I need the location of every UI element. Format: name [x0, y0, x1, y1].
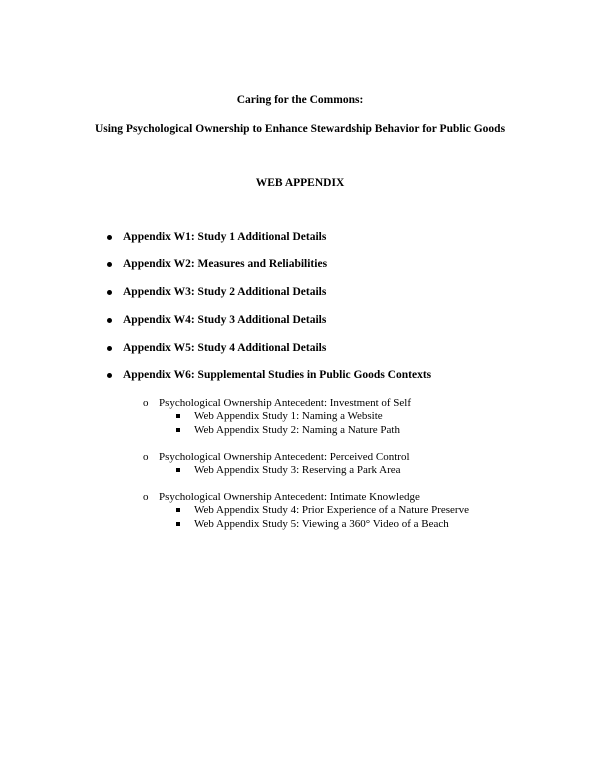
antecedent-label: Psychological Ownership Antecedent: Investment of Self: [159, 397, 412, 409]
appendix-item-label: Appendix W2: Measures and Reliabilities: [123, 258, 328, 270]
document-subtitle: Using Psychological Ownership to Enhance Stewardship Behavior for Public Goods: [94, 123, 506, 135]
appendix-item-label: Appendix W4: Study 3 Additional Details: [123, 314, 327, 326]
antecedent-label: Psychological Ownership Antecedent: Perceived Control: [159, 451, 410, 463]
study-label: Web Appendix Study 4: Prior Experience of a Nature Preserve: [194, 504, 469, 516]
bullet-icon: [107, 318, 112, 323]
appendix-item-label: Appendix W3: Study 2 Additional Details: [123, 286, 327, 298]
square-bullet-icon: [176, 522, 180, 526]
document-title: Caring for the Commons:: [236, 94, 364, 106]
bullet-icon: [107, 346, 112, 351]
circle-bullet-icon: o: [143, 491, 149, 503]
circle-bullet-icon: o: [143, 451, 149, 463]
bullet-icon: [107, 235, 112, 240]
study-label: Web Appendix Study 3: Reserving a Park Area: [194, 464, 401, 476]
antecedent-label: Psychological Ownership Antecedent: Intimate Knowledge: [159, 491, 420, 503]
square-bullet-icon: [176, 508, 180, 512]
square-bullet-icon: [176, 428, 180, 432]
study-label: Web Appendix Study 5: Viewing a 360° Video of a Beach: [194, 518, 449, 530]
study-label: Web Appendix Study 2: Naming a Nature Path: [194, 424, 400, 436]
circle-bullet-icon: o: [143, 397, 149, 409]
appendix-heading: WEB APPENDIX: [255, 177, 345, 189]
square-bullet-icon: [176, 414, 180, 418]
square-bullet-icon: [176, 468, 180, 472]
appendix-item-label: Appendix W6: Supplemental Studies in Public Goods Contexts: [123, 369, 432, 381]
bullet-icon: [107, 373, 112, 378]
bullet-icon: [107, 262, 112, 267]
study-label: Web Appendix Study 1: Naming a Website: [194, 410, 383, 422]
bullet-icon: [107, 290, 112, 295]
appendix-item-label: Appendix W1: Study 1 Additional Details: [123, 231, 327, 243]
appendix-item-label: Appendix W5: Study 4 Additional Details: [123, 342, 327, 354]
